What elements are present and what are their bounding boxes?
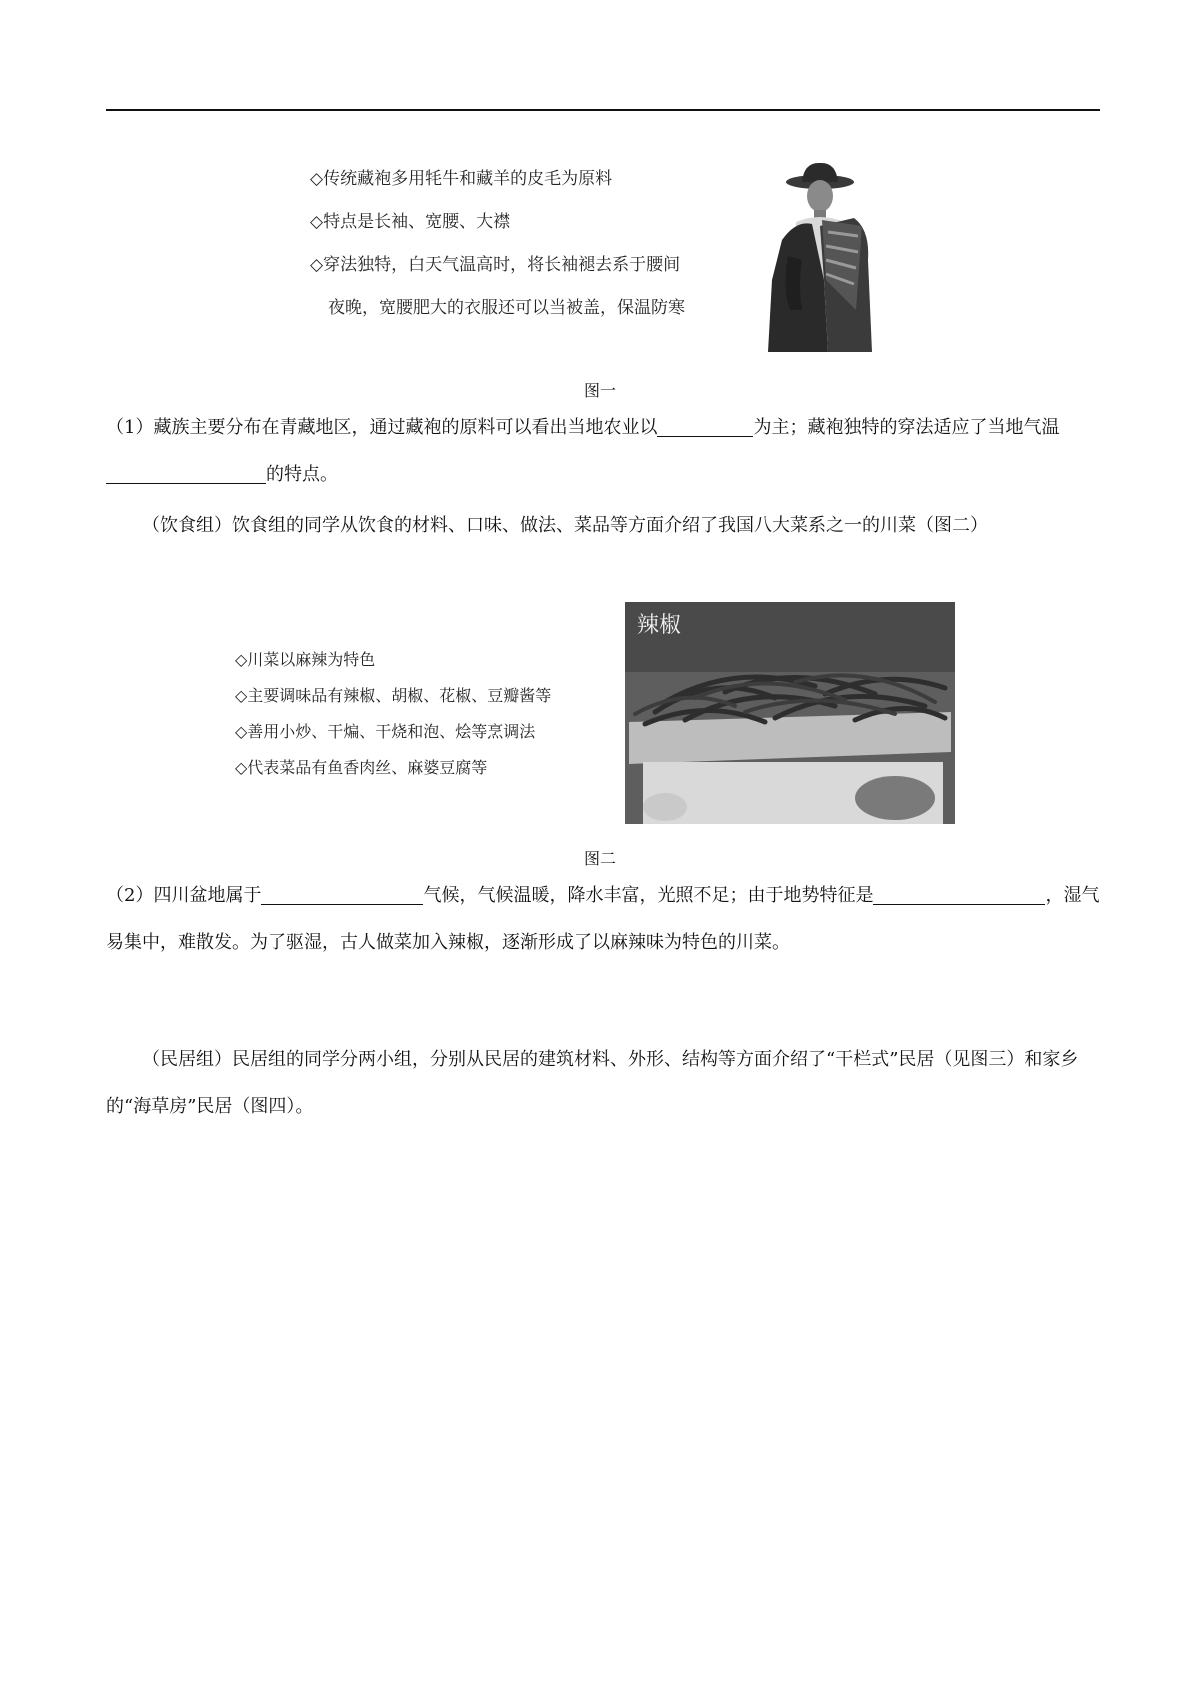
- answer-blank-2[interactable]: [106, 461, 266, 484]
- question-2-text: 气候，气候温暖，降水丰富，光照不足；由于地势特征是: [423, 885, 874, 906]
- question-2-text: ，湿气易集中，难散发。为了驱湿，古人做菜加入辣椒，逐渐形成了以麻辣味为特色的川菜。: [106, 885, 1100, 953]
- answer-blank-3[interactable]: [261, 882, 423, 905]
- figure-2-bullet: ◇善用小炒、干煸、干烧和泡、烩等烹调法: [235, 722, 536, 741]
- question-1-text: （1）藏族主要分布在青藏地区，通过藏袍的原料可以看出当地农业以: [106, 417, 658, 438]
- figure-1-bullets: [310, 158, 750, 330]
- figure-2-bullet: ◇代表菜品有鱼香肉丝、麻婆豆腐等: [235, 758, 488, 777]
- chili-pepper-photo: [625, 602, 955, 824]
- photo-label: 辣椒: [637, 613, 682, 638]
- figure-1-bullet: 夜晚，宽腰肥大的衣服还可以当被盖，保温防寒: [328, 298, 685, 318]
- figure-1-bullet: ◇传统藏袍多用牦牛和藏羊的皮毛为原料: [310, 169, 613, 189]
- figure-1-caption: 图一: [584, 381, 617, 400]
- figure-2: [230, 602, 950, 822]
- figure-1-bullet: ◇特点是长袖、宽腰、大襟: [310, 212, 511, 232]
- question-1: [106, 404, 1100, 498]
- question-1-text: 为主；藏袍独特的穿法适应了当地气温: [753, 417, 1060, 438]
- answer-blank-4[interactable]: [873, 882, 1045, 905]
- question-2-text: （2）四川盆地属于: [106, 885, 262, 906]
- answer-blank-1[interactable]: [657, 414, 753, 437]
- figure-2-bullet: ◇川菜以麻辣为特色: [235, 650, 376, 669]
- housing-group-paragraph: （民居组）民居组的同学分两小组，分别从民居的建筑材料、外形、结构等方面介绍了“干栏式”民居（见图三）和家乡的“海草房”民居（图四）。: [106, 1049, 1079, 1117]
- header-rule: [106, 109, 1100, 111]
- figure-1: [300, 158, 900, 358]
- figure-2-caption: 图二: [584, 849, 617, 868]
- food-group-paragraph: （饮食组）饮食组的同学从饮食的材料、口味、做法、菜品等方面介绍了我国八大菜系之一的川菜（图二）: [142, 515, 988, 536]
- figure-2-bullet: ◇主要调味品有辣椒、胡椒、花椒、豆瓣酱等: [235, 686, 552, 705]
- question-1-text: 的特点。: [266, 464, 338, 485]
- tibetan-robe-person-image: [762, 160, 882, 352]
- question-2: [106, 872, 1100, 966]
- figure-2-bullets: [235, 642, 615, 786]
- figure-1-bullet: ◇穿法独特，白天气温高时，将长袖褪去系于腰间: [310, 255, 681, 275]
